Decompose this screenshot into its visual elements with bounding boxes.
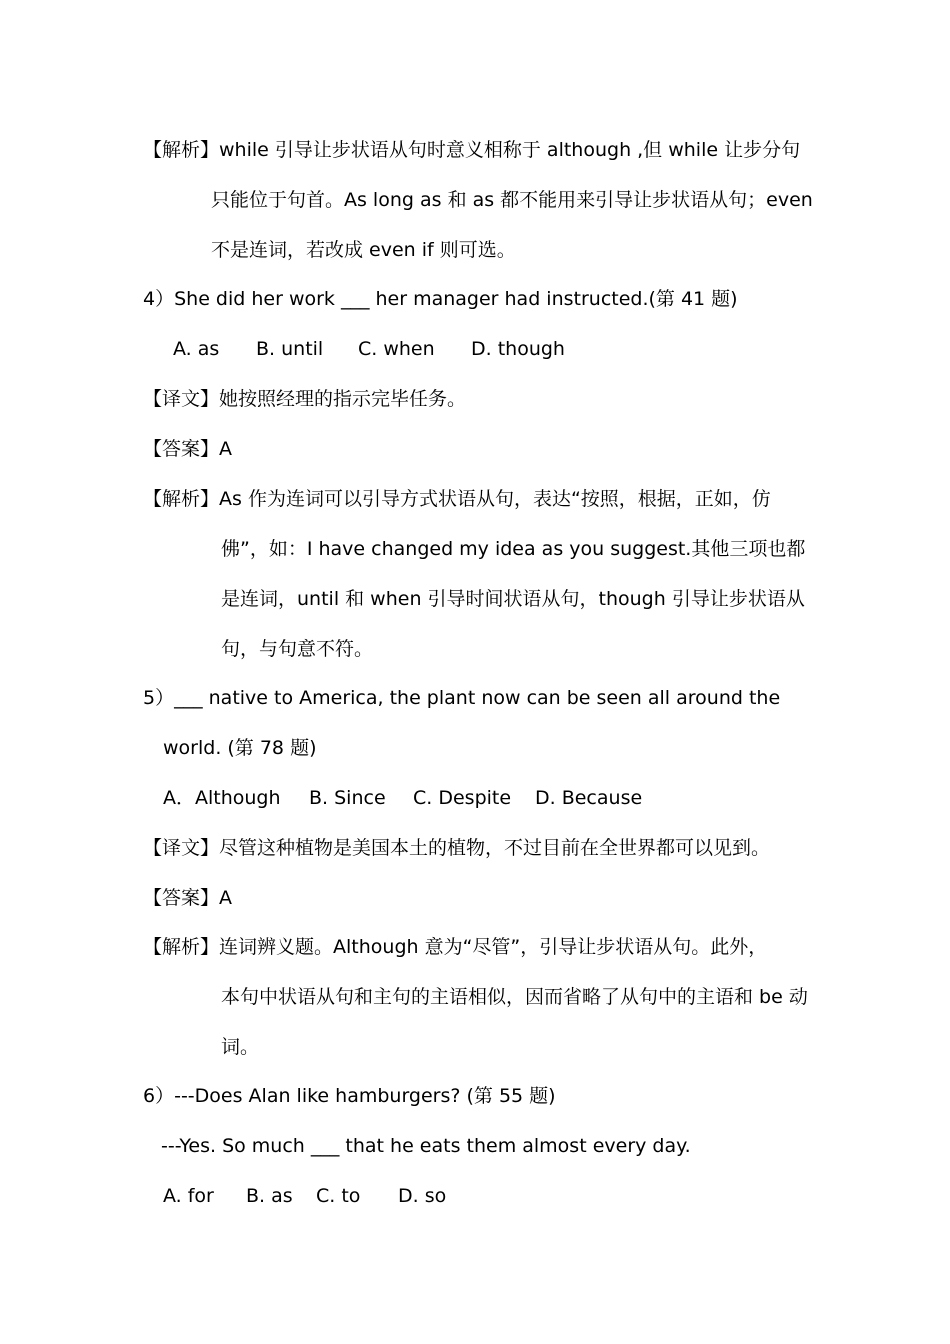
q6-option-d: D. so <box>398 1185 447 1207</box>
q5-analysis-line-1 <box>143 934 767 960</box>
q5-analysis-line-3: 词。 <box>221 1036 260 1058</box>
q6-option-c: C. to <box>316 1185 361 1207</box>
q4-options <box>173 336 565 362</box>
q5-option-a: A．Although <box>163 787 281 809</box>
q4-analysis-line-3: 是连词，until 和 when 引导时间状语从句，though 引导让步状语从 <box>221 588 805 610</box>
q4-option-a: A. as <box>173 338 220 360</box>
q5-translation-label: 【译文】 <box>143 837 220 859</box>
q3-analysis-text-1: while 引导让步状语从句时意义相称于 although ,但 while 让步分句 <box>219 139 801 161</box>
q5-options <box>163 785 642 811</box>
q4-option-c: C. when <box>358 338 435 360</box>
q4-answer-label: 【答案】 <box>143 438 220 460</box>
q5-analysis-line-2: 本句中状语从句和主句的主语相似，因而省略了从句中的主语和 be 动 <box>221 986 808 1008</box>
q6-option-b: B. as <box>246 1185 293 1207</box>
q4-answer <box>143 436 232 462</box>
q5-analysis-label: 【解析】 <box>143 936 220 958</box>
q5-option-c: C. Despite <box>413 787 512 809</box>
q4-analysis-label: 【解析】 <box>143 488 220 510</box>
q5-stem-line-2: world. (第 78 题) <box>163 737 317 759</box>
q3-analysis-label: 【解析】 <box>143 139 220 161</box>
q5-answer <box>143 885 232 911</box>
q4-answer-value: A <box>219 438 233 460</box>
q4-translation <box>143 386 466 412</box>
q5-answer-value: A <box>219 887 233 909</box>
q4-analysis-line-4: 句，与句意不符。 <box>221 638 374 660</box>
q5-option-d: D. Because <box>535 787 643 809</box>
q4-analysis-text-1: As 作为连词可以引导方式状语从句，表达“按照，根据，正如，仿 <box>219 488 771 510</box>
q6-options <box>163 1183 446 1209</box>
q4-option-d: D. though <box>471 338 565 360</box>
q4-option-b: B. until <box>256 338 324 360</box>
q6-reply: ---Yes. So much ___ that he eats them almost every day. <box>161 1135 691 1157</box>
q6-stem: 6）---Does Alan like hamburgers? (第 55 题) <box>143 1085 556 1107</box>
q3-analysis-line-2: 只能位于句首。As long as 和 as 都不能用来引导让步状语从句；even <box>211 189 813 211</box>
q5-option-b: B. Since <box>309 787 386 809</box>
q5-answer-label: 【答案】 <box>143 887 220 909</box>
q3-analysis-line-1 <box>143 137 800 163</box>
q3-analysis-line-3: 不是连词，若改成 even if 则可选。 <box>211 239 516 261</box>
q6-option-a: A. for <box>163 1185 214 1207</box>
q5-stem-line-1: 5）___ native to America, the plant now can be seen all around the <box>143 687 781 709</box>
q4-analysis-line-2: 佛”，如：I have changed my idea as you suggest.其他三项也都 <box>221 538 806 560</box>
q5-analysis-text-1: 连词辨义题。Although 意为“尽管”，引导让步状语从句。此外， <box>219 936 768 958</box>
q4-translation-text: 她按照经理的指示完毕任务。 <box>219 388 467 410</box>
q5-translation-text: 尽管这种植物是美国本土的植物，不过目前在全世界都可以见到。 <box>219 837 771 859</box>
q4-stem: 4）She did her work ___ her manager had instructed.(第 41 题) <box>143 288 738 310</box>
q5-translation <box>143 835 770 861</box>
q4-translation-label: 【译文】 <box>143 388 220 410</box>
q4-analysis-line-1 <box>143 486 771 512</box>
